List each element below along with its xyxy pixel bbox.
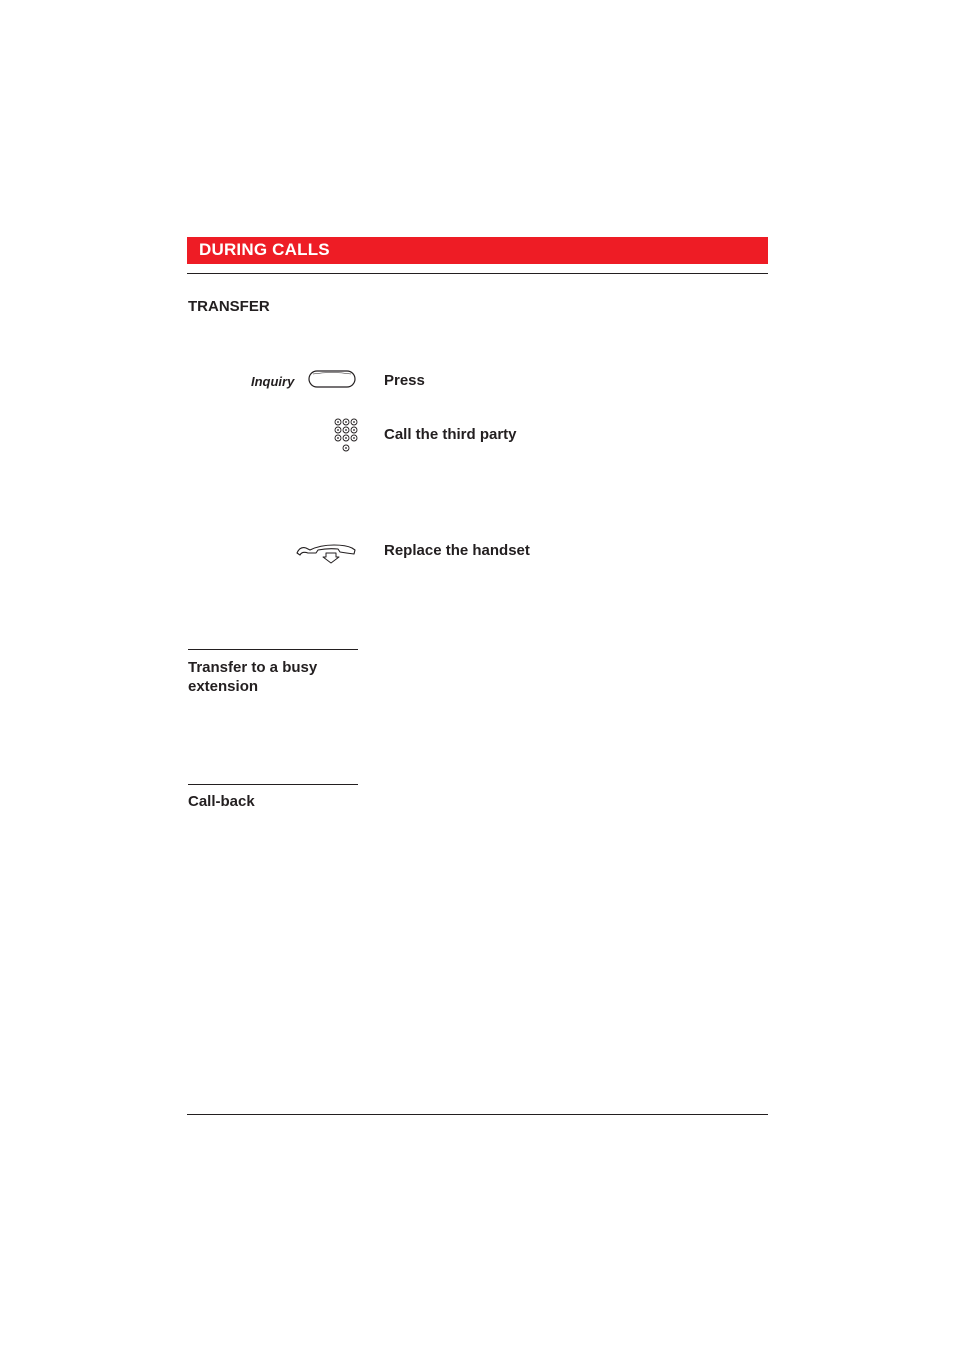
inquiry-key-icon [308,370,356,389]
footer-rule [187,1114,768,1115]
step-replace-handset: Replace the handset [384,542,530,559]
step-press: Press [384,372,425,389]
section-header-bar [187,237,768,264]
subsection-title-call-back: Call-back [188,793,255,810]
header-title: DURING CALLS [199,240,330,259]
subsection-title-transfer-busy: Transfer to a busy extension [188,659,318,695]
subsection-rule [188,649,358,650]
replace-handset-icon [294,538,358,566]
header-rule [187,273,768,274]
subsection-rule [188,784,358,785]
keypad-icon [332,417,360,454]
inquiry-key-label: Inquiry [251,374,295,389]
section-title: TRANSFER [188,298,270,315]
step-call-third-party: Call the third party [384,426,517,443]
